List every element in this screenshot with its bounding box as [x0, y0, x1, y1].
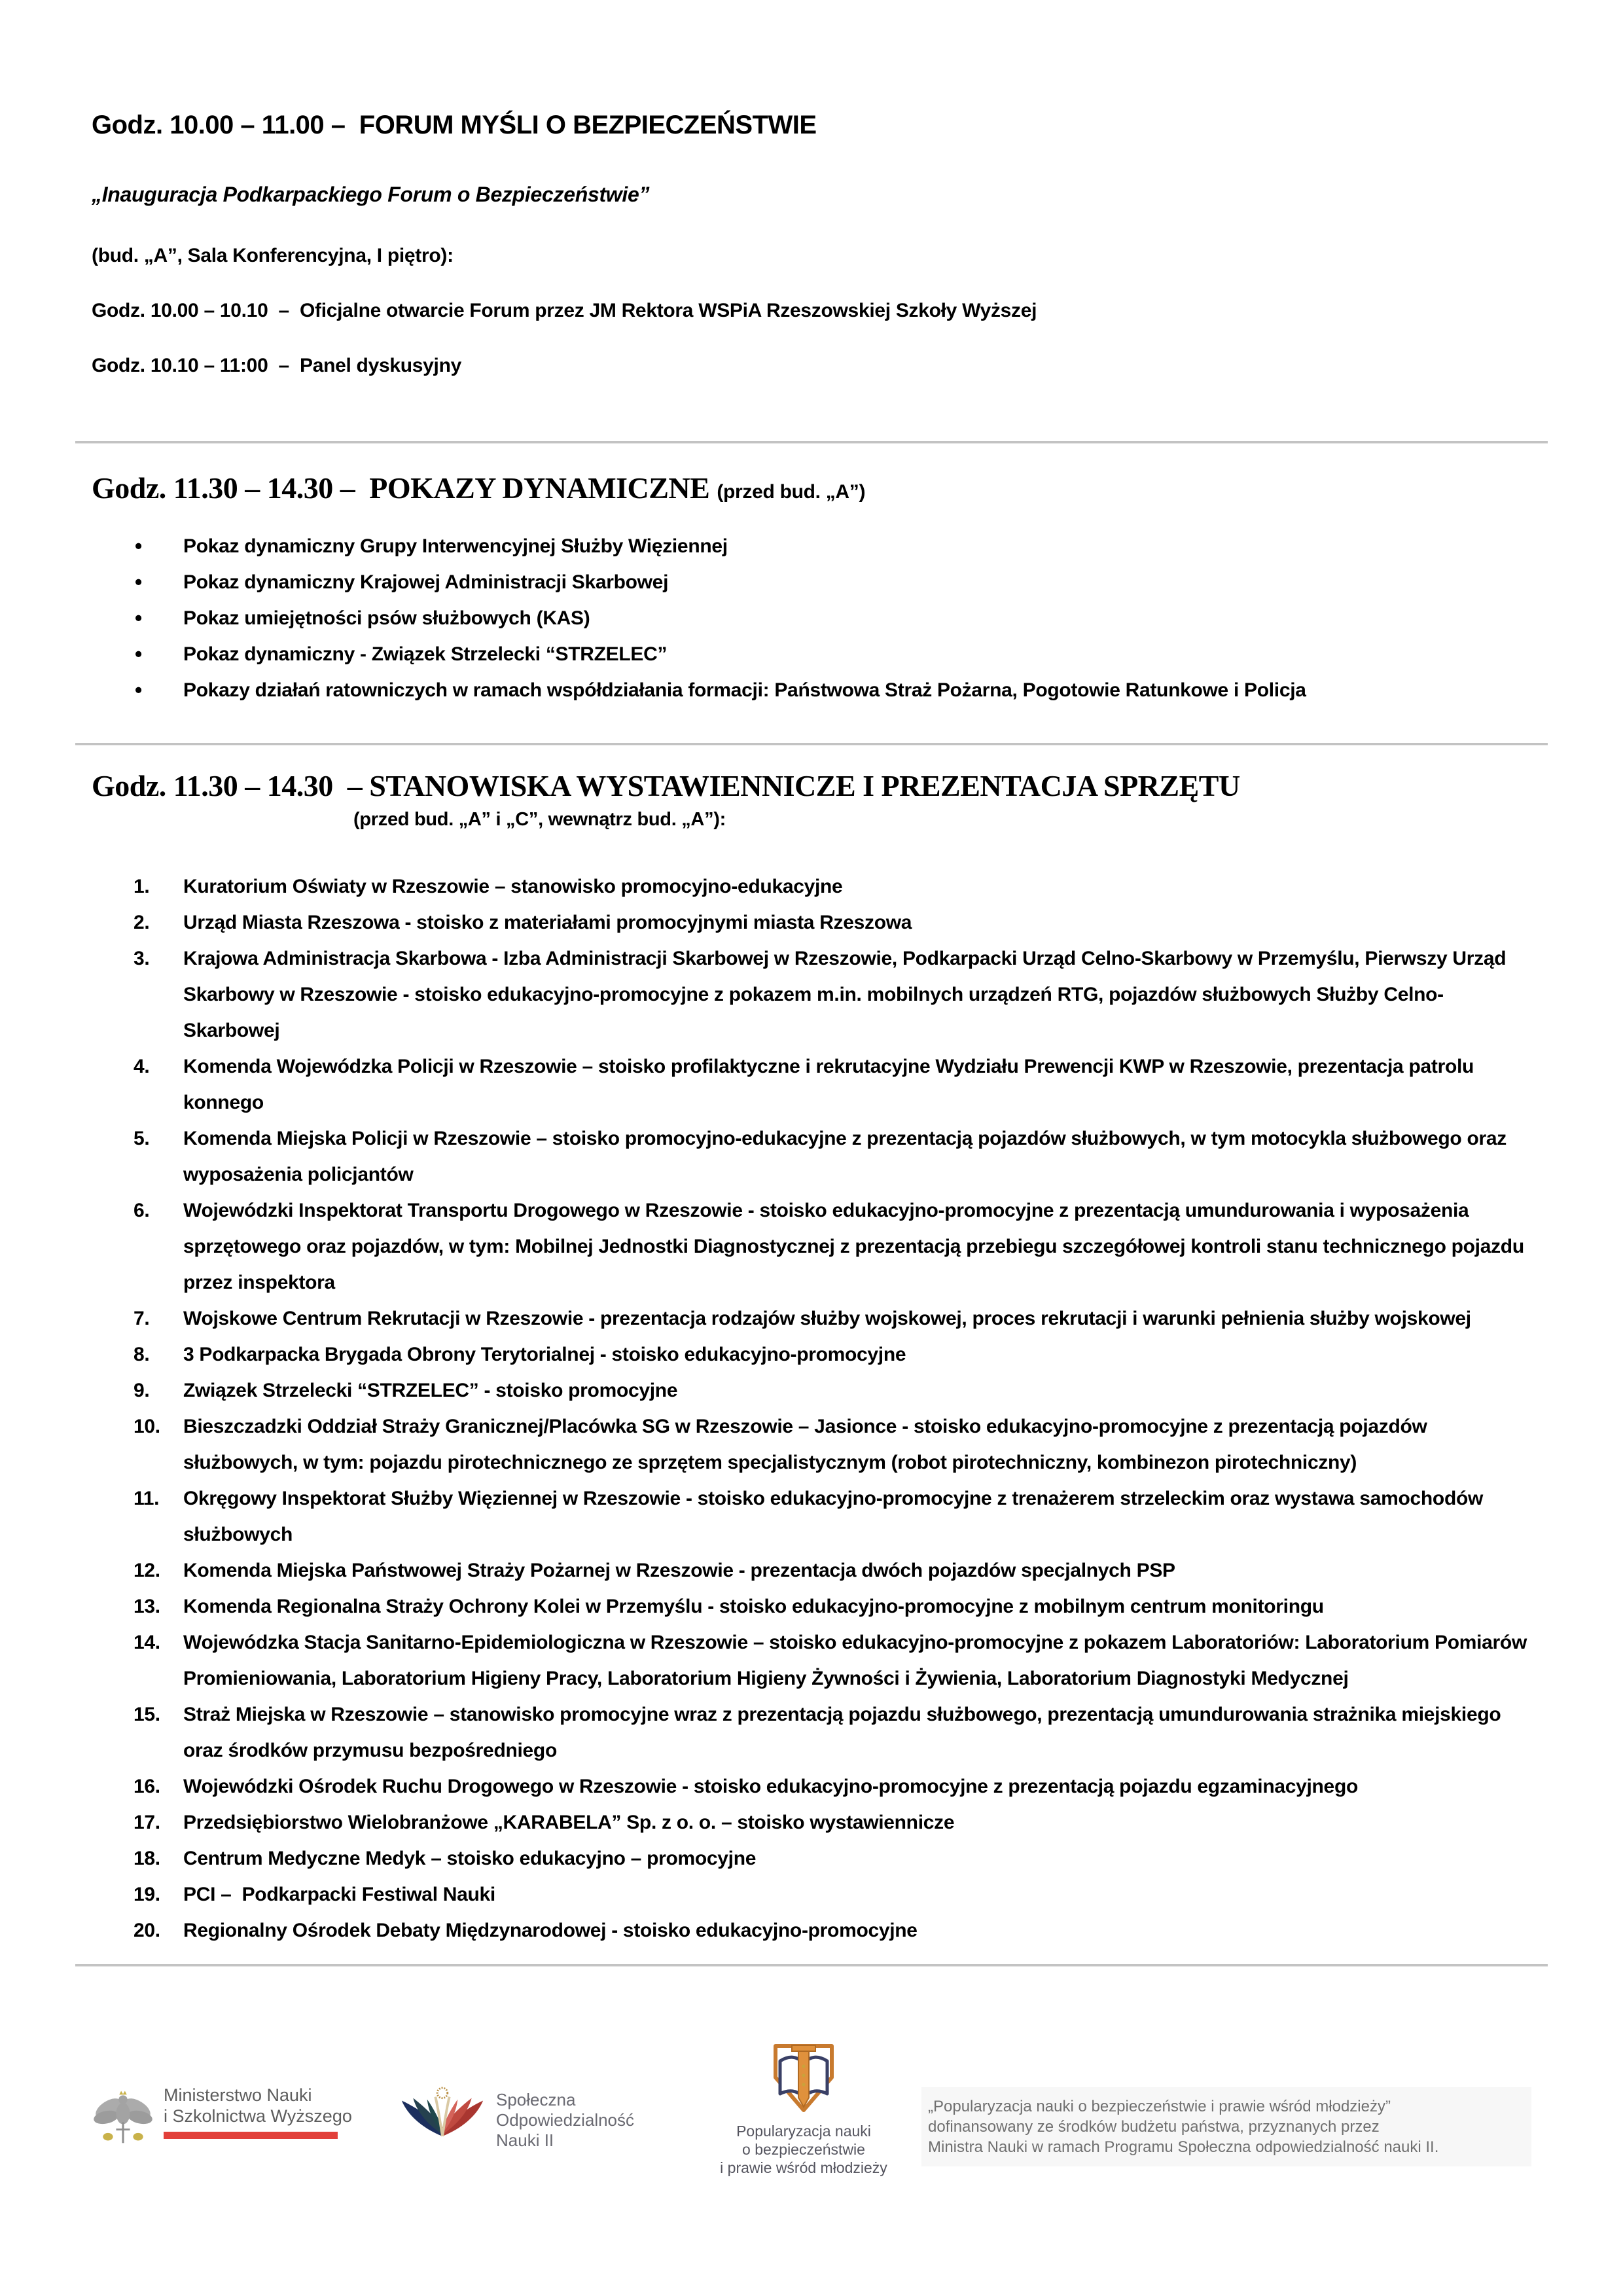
exhibit-item — [92, 905, 1531, 941]
exhibit-item — [92, 1588, 1531, 1624]
item-text: Związek Strzelecki “STRZELEC” - stoisko promocyjne — [183, 1380, 678, 1402]
son-program-logo — [398, 2082, 686, 2151]
item-text: Bieszczadzki Oddział Straży Granicznej/Placówka SG w Rzeszowie – Jasionce - stoisko edukacyjno-promocyjne z prezentacją pojazdów służbowych, w tym: pojazdu pirotechnicznego ze sprzętem specjalistycznym (robot pirotechniczny, kombinezon pirotechniczny) — [183, 1416, 1433, 1474]
shield-book-pen-icon — [770, 2041, 838, 2115]
son-logo-text: Społeczna Odpowiedzialność Nauki II — [496, 2090, 635, 2151]
item-text: Kuratorium Oświaty w Rzeszowie – stanowisko promocyjno-edukacyjne — [183, 876, 843, 898]
item-text: Straż Miejska w Rzeszowie – stanowisko promocyjne wraz z prezentacją pojazdu służbowego, prezentacją umundurowania strażnika miejskiego oraz środków przymusu bezpośredniego — [183, 1704, 1507, 1762]
list-item: • Pokaz dynamiczny - Związek Strzelecki “STRZELEC” — [92, 636, 1531, 672]
divider — [75, 1964, 1548, 1967]
divider — [75, 441, 1548, 444]
item-number: 6. — [134, 1200, 150, 1222]
item-number: 9. — [134, 1380, 150, 1402]
item-number: 5. — [134, 1128, 150, 1150]
exhibit-item — [92, 1300, 1531, 1336]
schedule-line-1: Godz. 10.00 – 10.10 – Oficjalne otwarcie Forum przez JM Rektora WSPiA Rzeszowskiej Szkoły Wyższej — [92, 300, 1037, 321]
item-text: Okręgowy Inspektorat Służby Więziennej w Rzeszowie - stoisko edukacyjno-promocyjne z trenażerem strzeleckim oraz wystawa samochodów służbowych — [183, 1488, 1489, 1546]
section1-location: (bud. „A”, Sala Konferencyjna, I piętro): — [92, 245, 454, 266]
exhibit-item — [92, 1552, 1531, 1588]
list-item: • Pokaz dynamiczny Krajowej Administracji Skarbowej — [92, 564, 1531, 600]
list-item: • Pokaz dynamiczny Grupy Interwencyjnej Służby Więziennej — [92, 528, 1531, 564]
item-number: 1. — [134, 876, 150, 898]
item-number: 17. — [134, 1812, 160, 1834]
exhibit-item — [92, 1372, 1531, 1408]
item-text: Wojewódzki Inspektorat Transportu Drogowego w Rzeszowie - stoisko edukacyjno-promocyjne z prezentacją umundurowania i wyposażenia sprzętowego oraz pojazdów, w tym: Mobilnej Jednostki Diagnostycznej z prezentacją przebiegu szczegółowej kontroli stanu technicznego pojazdu przez inspektora — [183, 1200, 1529, 1294]
exhibit-item — [92, 869, 1531, 905]
exhibit-item — [92, 1912, 1531, 1948]
exhibit-item — [92, 1696, 1531, 1768]
exhibit-item — [92, 1840, 1531, 1876]
item-text: PCI – Podkarpacki Festiwal Nauki — [183, 1884, 495, 1906]
list-item: • Pokazy działań ratowniczych w ramach współdziałania formacji: Państwowa Straż Pożarna, Pogotowie Ratunkowe i Policja — [92, 672, 1531, 708]
logos-footer — [92, 2051, 1531, 2177]
item-text: Regionalny Ośrodek Debaty Międzynarodowej - stoisko edukacyjno-promocyjne — [183, 1920, 918, 1942]
item-text: Krajowa Administracja Skarbowa - Izba Administracji Skarbowej w Rzeszowie, Podkarpacki Urząd Celno-Skarbowy w Przemyślu, Pierwszy Urząd Skarbowy w Rzeszowie - stoisko edukacyjno-promocyjne z pokazem m.in. mobilnych urządzeń RTG, pojazdów służbowych Służby Celno-Skarbowej — [183, 948, 1512, 1042]
item-text: Wojewódzki Ośrodek Ruchu Drogowego w Rzeszowie - stoisko edukacyjno-promocyjne z prezentacją pojazdu egzaminacyjnego — [183, 1776, 1358, 1798]
exhibit-item — [92, 1408, 1531, 1480]
exhibit-item — [92, 1480, 1531, 1552]
divider — [75, 743, 1548, 745]
program-logo-caption: Popularyzacja nauki o bezpieczeństwie i prawie wśród młodzieży — [720, 2123, 887, 2177]
section1-title: Godz. 10.00 – 11.00 – FORUM MYŚLI O BEZPIECZEŃSTWIE — [92, 111, 817, 139]
funding-line: dofinansowany ze środków budżetu państwa, przyznanych przez — [928, 2118, 1380, 2136]
item-text: Centrum Medyczne Medyk – stoisko edukacyjno – promocyjne — [183, 1848, 757, 1870]
exhibit-item — [92, 1049, 1531, 1121]
item-number: 13. — [134, 1596, 160, 1618]
ministry-logo — [92, 2085, 398, 2147]
exhibit-item — [92, 1624, 1531, 1696]
section3-title: Godz. 11.30 – 14.30 – STANOWISKA WYSTAWIENNICZE I PREZENTACJA SPRZĘTU — [92, 769, 1240, 803]
section2-title: Godz. 11.30 – 14.30 – POKAZY DYNAMICZNE — [92, 471, 717, 505]
item-number: 16. — [134, 1776, 160, 1798]
list-item: • Pokaz umiejętności psów służbowych (KAS) — [92, 600, 1531, 636]
dynamic-shows-list — [92, 528, 1531, 708]
item-number: 3. — [134, 948, 150, 970]
item-text: Komenda Miejska Policji w Rzeszowie – stoisko promocyjno-edukacyjne z prezentacją pojazdów służbowych, w tym motocykla służbowego oraz wyposażenia policjantów — [183, 1128, 1512, 1186]
polish-eagle-icon — [92, 2085, 154, 2147]
item-number: 19. — [134, 1884, 160, 1906]
funding-line: Ministra Nauki w ramach Programu Społeczna odpowiedzialność nauki II. — [928, 2138, 1439, 2157]
item-number: 11. — [134, 1488, 160, 1510]
exhibit-item — [92, 1121, 1531, 1193]
exhibit-item — [92, 1193, 1531, 1300]
item-text: 3 Podkarpacka Brygada Obrony Terytorialnej - stoisko edukacyjno-promocyjne — [183, 1344, 906, 1366]
section2-note: (przed bud. „A”) — [717, 481, 866, 503]
exhibit-item — [92, 1336, 1531, 1372]
item-number: 10. — [134, 1416, 160, 1438]
section2-heading — [92, 470, 1531, 506]
item-number: 7. — [134, 1308, 150, 1330]
funding-note — [921, 2087, 1531, 2166]
exhibit-item — [92, 1768, 1531, 1804]
item-text: Wojewódzka Stacja Sanitarno-Epidemiologiczna w Rzeszowie – stoisko edukacyjno-promocyjne z pokazem Laboratoriów: Laboratorium Pomiarów Promieniowania, Laboratorium Higieny Pracy, Laboratorium Higieny Żywności i Żywienia, Laboratorium Diagnostyki Medycznej — [183, 1632, 1533, 1690]
item-number: 20. — [134, 1920, 160, 1942]
item-text: Komenda Regionalna Straży Ochrony Kolei w Przemyślu - stoisko edukacyjno-promocyjne z mobilnym centrum monitoringu — [183, 1596, 1324, 1618]
section3-note: (przed bud. „A” i „C”, wewnątrz bud. „A”): — [353, 809, 726, 831]
item-text: Komenda Miejska Państwowej Straży Pożarnej w Rzeszowie - prezentacja dwóch pojazdów specjalnych PSP — [183, 1560, 1175, 1582]
schedule-line-2: Godz. 10.10 – 11:00 – Panel dyskusyjny — [92, 355, 461, 376]
ministry-logo-text: Ministerstwo Nauki i Szkolnictwa Wyższego — [164, 2085, 352, 2126]
item-number: 4. — [134, 1056, 150, 1078]
item-number: 2. — [134, 912, 150, 934]
wings-book-icon — [398, 2082, 487, 2142]
item-text: Przedsiębiorstwo Wielobranżowe „KARABELA” Sp. z o. o. – stoisko wystawiennicze — [183, 1812, 955, 1834]
item-text: Komenda Wojewódzka Policji w Rzeszowie – stoisko profilaktyczne i rekrutacyjne Wydziału Prewencji KWP w Rzeszowie, prezentacja patrolu konnego — [183, 1056, 1480, 1114]
exhibit-item — [92, 941, 1531, 1049]
exhibit-item — [92, 1804, 1531, 1840]
item-number: 14. — [134, 1632, 160, 1654]
exhibit-list — [92, 869, 1531, 1948]
item-number: 12. — [134, 1560, 160, 1582]
item-number: 8. — [134, 1344, 150, 1366]
item-number: 18. — [134, 1848, 160, 1870]
popularization-program-logo — [686, 2041, 921, 2177]
item-number: 15. — [134, 1704, 160, 1726]
section1-subtitle: „Inauguracja Podkarpackiego Forum o Bezpieczeństwie” — [92, 183, 650, 206]
item-text: Wojskowe Centrum Rekrutacji w Rzeszowie - prezentacja rodzajów służby wojskowej, proces rekrutacji i warunki pełnienia służby wojskowej — [183, 1308, 1471, 1330]
red-underline-bar — [164, 2132, 338, 2139]
exhibit-item — [92, 1876, 1531, 1912]
funding-line: „Popularyzacja nauki o bezpieczeństwie i prawie wśród młodzieży” — [928, 2098, 1391, 2116]
item-text: Urząd Miasta Rzeszowa - stoisko z materiałami promocyjnymi miasta Rzeszowa — [183, 912, 912, 934]
